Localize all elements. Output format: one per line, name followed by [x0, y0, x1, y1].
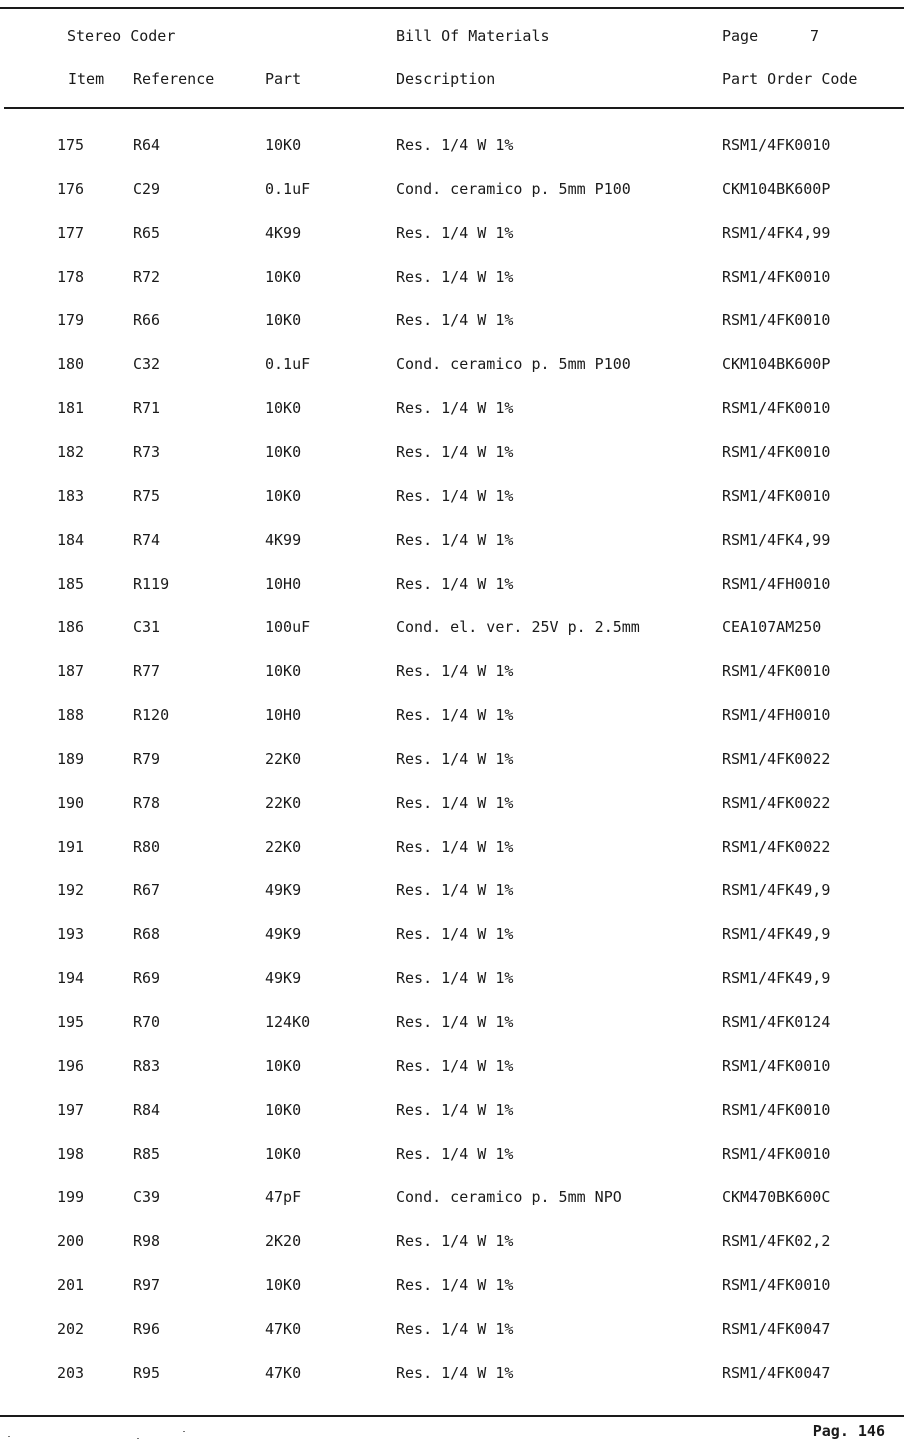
- item-number: 202: [57, 1320, 85, 1338]
- part-order-code: RSM1/4FK0010: [722, 1101, 831, 1119]
- item-number: 195: [57, 1013, 85, 1031]
- part-value: 10K0: [265, 1145, 302, 1163]
- part-description: Res. 1/4 W 1%: [396, 838, 514, 856]
- part-order-code: RSM1/4FK0010: [722, 399, 831, 417]
- reference-designator: R95: [133, 1364, 161, 1382]
- table-row: [0, 662, 904, 682]
- item-number: 187: [57, 662, 85, 680]
- part-value: 22K0: [265, 794, 302, 812]
- part-description: Res. 1/4 W 1%: [396, 662, 514, 680]
- part-description: Res. 1/4 W 1%: [396, 750, 514, 768]
- part-order-code: CEA107AM250: [722, 618, 822, 636]
- table-row: [0, 531, 904, 551]
- table-row: [0, 1013, 904, 1033]
- part-value: 10K0: [265, 1276, 302, 1294]
- reference-designator: R96: [133, 1320, 161, 1338]
- item-number: 203: [57, 1364, 85, 1382]
- project-name: Stereo Coder: [67, 27, 176, 45]
- reference-designator: R72: [133, 268, 161, 286]
- part-description: Res. 1/4 W 1%: [396, 136, 514, 154]
- part-value: 10K0: [265, 311, 302, 329]
- part-order-code: RSM1/4FK0010: [722, 1145, 831, 1163]
- item-number: 181: [57, 399, 85, 417]
- part-description: Res. 1/4 W 1%: [396, 531, 514, 549]
- part-description: Res. 1/4 W 1%: [396, 1276, 514, 1294]
- reference-designator: R77: [133, 662, 161, 680]
- item-number: 178: [57, 268, 85, 286]
- part-description: Res. 1/4 W 1%: [396, 1057, 514, 1075]
- part-value: 10K0: [265, 443, 302, 461]
- part-order-code: RSM1/4FK0010: [722, 1057, 831, 1075]
- reference-designator: R84: [133, 1101, 161, 1119]
- document-title: Bill Of Materials: [396, 27, 550, 45]
- table-row: [0, 268, 904, 288]
- part-value: 47K0: [265, 1320, 302, 1338]
- page-number: 7: [810, 27, 820, 45]
- item-number: 191: [57, 838, 85, 856]
- reference-designator: R74: [133, 531, 161, 549]
- part-description: Res. 1/4 W 1%: [396, 1364, 514, 1382]
- part-description: Res. 1/4 W 1%: [396, 399, 514, 417]
- scan-speck: [183, 1431, 185, 1432]
- part-description: Res. 1/4 W 1%: [396, 1232, 514, 1250]
- table-row: [0, 1276, 904, 1296]
- part-value: 124K0: [265, 1013, 311, 1031]
- top-rule: [0, 7, 904, 9]
- part-order-code: RSM1/4FK0010: [722, 136, 831, 154]
- part-order-code: RSM1/4FK0022: [722, 838, 831, 856]
- item-number: 201: [57, 1276, 85, 1294]
- reference-designator: R78: [133, 794, 161, 812]
- column-header-item: Item: [68, 70, 105, 88]
- part-value: 10K0: [265, 662, 302, 680]
- reference-designator: R71: [133, 399, 161, 417]
- table-row: [0, 881, 904, 901]
- part-description: Cond. ceramico p. 5mm P100: [396, 180, 631, 198]
- item-number: 199: [57, 1188, 85, 1206]
- part-description: Cond. ceramico p. 5mm NPO: [396, 1188, 622, 1206]
- footer-page-number: Pag. 146: [812, 1422, 885, 1440]
- item-number: 179: [57, 311, 85, 329]
- reference-designator: R83: [133, 1057, 161, 1075]
- part-order-code: RSM1/4FK49,9: [722, 925, 831, 943]
- table-row: [0, 487, 904, 507]
- part-description: Res. 1/4 W 1%: [396, 311, 514, 329]
- table-row: [0, 1364, 904, 1384]
- reference-designator: C32: [133, 355, 161, 373]
- part-value: 10H0: [265, 575, 302, 593]
- part-description: Res. 1/4 W 1%: [396, 969, 514, 987]
- reference-designator: C31: [133, 618, 161, 636]
- part-order-code: RSM1/4FK0010: [722, 487, 831, 505]
- table-row: [0, 750, 904, 770]
- table-row: [0, 311, 904, 331]
- part-description: Res. 1/4 W 1%: [396, 487, 514, 505]
- column-header-part: Part: [265, 70, 302, 88]
- table-row: [0, 706, 904, 726]
- part-order-code: RSM1/4FH0010: [722, 706, 831, 724]
- part-order-code: CKM104BK600P: [722, 180, 831, 198]
- table-row: [0, 618, 904, 638]
- part-value: 4K99: [265, 531, 302, 549]
- part-description: Res. 1/4 W 1%: [396, 1320, 514, 1338]
- reference-designator: R68: [133, 925, 161, 943]
- part-value: 49K9: [265, 881, 302, 899]
- table-row: [0, 1101, 904, 1121]
- part-order-code: RSM1/4FK0022: [722, 794, 831, 812]
- part-description: Res. 1/4 W 1%: [396, 443, 514, 461]
- part-value: 10K0: [265, 399, 302, 417]
- item-number: 189: [57, 750, 85, 768]
- part-value: 0.1uF: [265, 355, 311, 373]
- part-order-code: RSM1/4FK0010: [722, 1276, 831, 1294]
- part-order-code: RSM1/4FK0124: [722, 1013, 831, 1031]
- part-value: 22K0: [265, 750, 302, 768]
- part-order-code: RSM1/4FK0010: [722, 662, 831, 680]
- item-number: 198: [57, 1145, 85, 1163]
- part-description: Res. 1/4 W 1%: [396, 1145, 514, 1163]
- table-row: [0, 838, 904, 858]
- scan-speck: [8, 1436, 10, 1437]
- item-number: 186: [57, 618, 85, 636]
- part-value: 10K0: [265, 487, 302, 505]
- table-row: [0, 443, 904, 463]
- scan-speck: [137, 1438, 139, 1439]
- item-number: 176: [57, 180, 85, 198]
- reference-designator: R85: [133, 1145, 161, 1163]
- item-number: 193: [57, 925, 85, 943]
- reference-designator: R66: [133, 311, 161, 329]
- part-order-code: RSM1/4FH0010: [722, 575, 831, 593]
- reference-designator: C29: [133, 180, 161, 198]
- part-value: 22K0: [265, 838, 302, 856]
- reference-designator: R97: [133, 1276, 161, 1294]
- reference-designator: R73: [133, 443, 161, 461]
- item-number: 183: [57, 487, 85, 505]
- item-number: 192: [57, 881, 85, 899]
- part-value: 100uF: [265, 618, 311, 636]
- reference-designator: R64: [133, 136, 161, 154]
- reference-designator: R80: [133, 838, 161, 856]
- table-row: [0, 355, 904, 375]
- part-value: 10H0: [265, 706, 302, 724]
- header-rule: [4, 107, 904, 109]
- item-number: 188: [57, 706, 85, 724]
- part-order-code: RSM1/4FK0022: [722, 750, 831, 768]
- part-description: Res. 1/4 W 1%: [396, 1101, 514, 1119]
- reference-designator: R69: [133, 969, 161, 987]
- reference-designator: R119: [133, 575, 170, 593]
- table-row: [0, 136, 904, 156]
- part-order-code: RSM1/4FK49,9: [722, 969, 831, 987]
- page-label: Page: [722, 27, 759, 45]
- part-description: Cond. el. ver. 25V p. 2.5mm: [396, 618, 640, 636]
- part-order-code: RSM1/4FK4,99: [722, 531, 831, 549]
- part-value: 10K0: [265, 1057, 302, 1075]
- part-order-code: CKM470BK600C: [722, 1188, 831, 1206]
- part-description: Res. 1/4 W 1%: [396, 881, 514, 899]
- part-order-code: RSM1/4FK0047: [722, 1320, 831, 1338]
- item-number: 177: [57, 224, 85, 242]
- item-number: 194: [57, 969, 85, 987]
- reference-designator: R79: [133, 750, 161, 768]
- part-description: Res. 1/4 W 1%: [396, 706, 514, 724]
- table-row: [0, 925, 904, 945]
- table-row: [0, 1188, 904, 1208]
- column-header-order-code: Part Order Code: [722, 70, 858, 88]
- part-order-code: RSM1/4FK02,2: [722, 1232, 831, 1250]
- reference-designator: C39: [133, 1188, 161, 1206]
- table-row: [0, 575, 904, 595]
- part-value: 49K9: [265, 925, 302, 943]
- part-value: 2K20: [265, 1232, 302, 1250]
- part-order-code: RSM1/4FK0047: [722, 1364, 831, 1382]
- column-header-reference: Reference: [133, 70, 215, 88]
- reference-designator: R65: [133, 224, 161, 242]
- item-number: 184: [57, 531, 85, 549]
- table-row: [0, 1057, 904, 1077]
- part-description: Res. 1/4 W 1%: [396, 224, 514, 242]
- table-row: [0, 794, 904, 814]
- part-order-code: RSM1/4FK4,99: [722, 224, 831, 242]
- table-row: [0, 180, 904, 200]
- item-number: 196: [57, 1057, 85, 1075]
- part-value: 10K0: [265, 268, 302, 286]
- item-number: 200: [57, 1232, 85, 1250]
- part-value: 47K0: [265, 1364, 302, 1382]
- part-order-code: RSM1/4FK49,9: [722, 881, 831, 899]
- part-value: 10K0: [265, 1101, 302, 1119]
- reference-designator: R67: [133, 881, 161, 899]
- table-row: [0, 969, 904, 989]
- part-description: Res. 1/4 W 1%: [396, 575, 514, 593]
- table-row: [0, 1145, 904, 1165]
- item-number: 197: [57, 1101, 85, 1119]
- footer-rule: [0, 1415, 904, 1417]
- part-value: 4K99: [265, 224, 302, 242]
- part-order-code: RSM1/4FK0010: [722, 311, 831, 329]
- part-description: Res. 1/4 W 1%: [396, 794, 514, 812]
- part-order-code: RSM1/4FK0010: [722, 443, 831, 461]
- table-row: [0, 1232, 904, 1252]
- part-order-code: CKM104BK600P: [722, 355, 831, 373]
- reference-designator: R98: [133, 1232, 161, 1250]
- part-description: Res. 1/4 W 1%: [396, 1013, 514, 1031]
- table-row: [0, 399, 904, 419]
- part-order-code: RSM1/4FK0010: [722, 268, 831, 286]
- item-number: 180: [57, 355, 85, 373]
- table-row: [0, 224, 904, 244]
- item-number: 190: [57, 794, 85, 812]
- item-number: 182: [57, 443, 85, 461]
- part-value: 0.1uF: [265, 180, 311, 198]
- item-number: 175: [57, 136, 85, 154]
- item-number: 185: [57, 575, 85, 593]
- reference-designator: R120: [133, 706, 170, 724]
- part-value: 47pF: [265, 1188, 302, 1206]
- part-description: Res. 1/4 W 1%: [396, 268, 514, 286]
- part-value: 49K9: [265, 969, 302, 987]
- reference-designator: R75: [133, 487, 161, 505]
- part-description: Res. 1/4 W 1%: [396, 925, 514, 943]
- part-value: 10K0: [265, 136, 302, 154]
- table-row: [0, 1320, 904, 1340]
- column-header-description: Description: [396, 70, 496, 88]
- part-description: Cond. ceramico p. 5mm P100: [396, 355, 631, 373]
- reference-designator: R70: [133, 1013, 161, 1031]
